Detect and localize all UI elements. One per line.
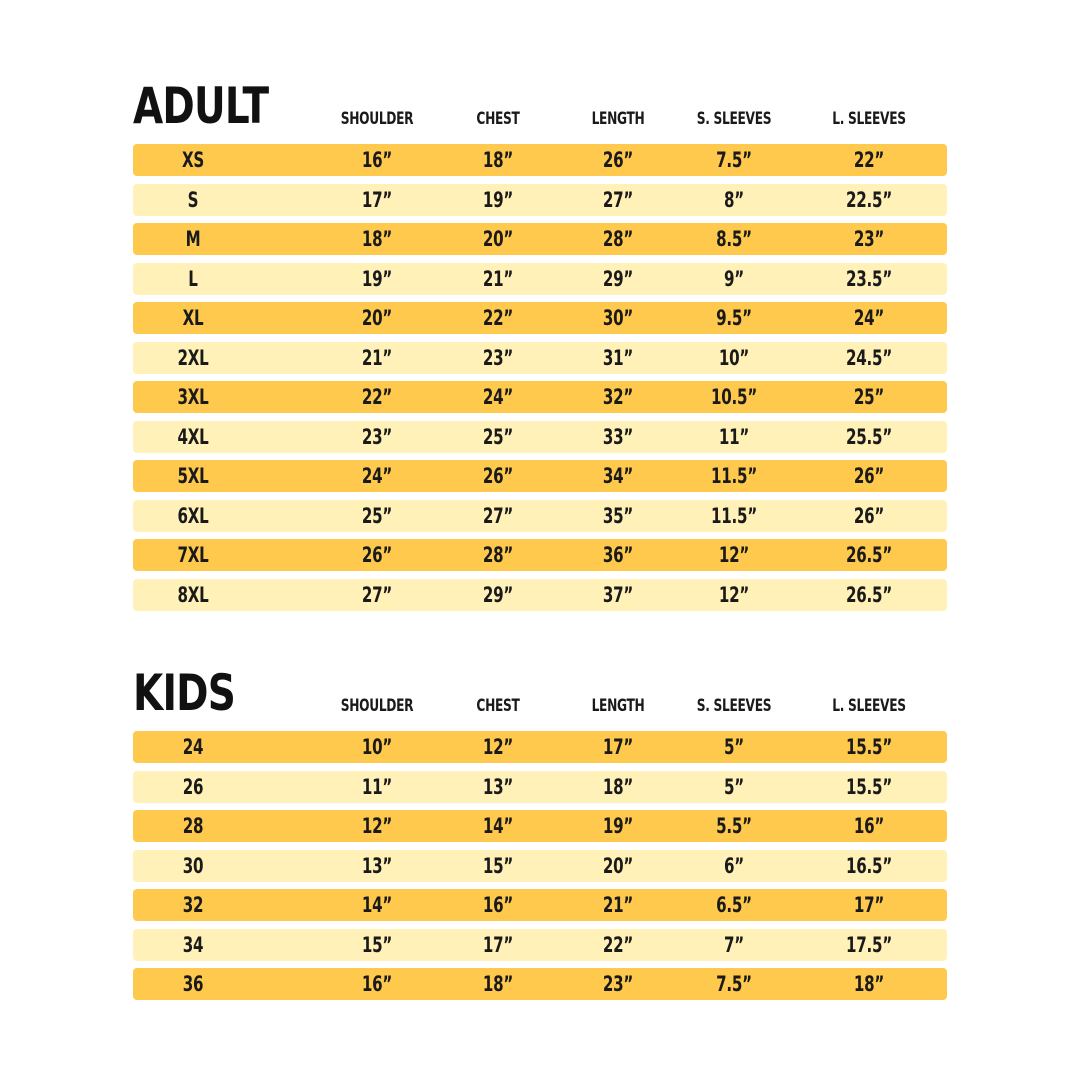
short-sleeves-cell: 5” [724,735,744,759]
adult-size-table [133,78,947,618]
chest-cell: 13” [482,774,514,799]
length-cell: 34” [602,464,634,488]
length-cell: 18” [602,774,634,799]
long-sleeves-cell: 15.5” [845,735,893,759]
shoulder-cell: 25” [361,503,393,528]
size-cell: 2XL [177,345,209,370]
kids-size-table [133,665,947,1008]
long-sleeves-cell: 16” [853,814,885,838]
chest-cell: 26” [482,464,514,488]
chest-cell: 29” [482,582,514,607]
long-sleeves-cell: 23” [853,227,885,251]
table-row [133,460,947,492]
column-header-long-sleeves: L. SLEEVES [832,696,906,716]
size-cell: 36 [182,972,204,996]
shoulder-cell: 27” [361,582,393,607]
kids-rows [133,731,947,1000]
long-sleeves-cell: 26” [853,464,885,488]
kids-section-title: KIDS [133,664,236,722]
table-row [133,579,947,611]
chest-cell: 21” [482,266,514,291]
length-cell: 37” [602,582,634,607]
chest-cell: 20” [482,227,514,251]
chest-cell: 28” [482,543,514,567]
short-sleeves-cell: 7.5” [716,972,752,996]
column-header-shoulder: SHOULDER [340,696,414,716]
long-sleeves-cell: 26.5” [845,543,893,567]
chest-cell: 17” [482,932,514,957]
size-cell: 8XL [177,582,209,607]
long-sleeves-cell: 23.5” [845,266,893,291]
length-cell: 35” [602,503,634,528]
short-sleeves-cell: 11” [718,424,750,449]
length-cell: 27” [602,187,634,212]
shoulder-cell: 26” [361,543,393,567]
table-row [133,771,947,803]
short-sleeves-cell: 12” [718,543,750,567]
table-row [133,421,947,453]
short-sleeves-cell: 11.5” [710,503,758,528]
long-sleeves-cell: 17.5” [845,932,893,957]
short-sleeves-cell: 8.5” [716,227,752,251]
size-cell: 4XL [177,424,209,449]
long-sleeves-cell: 22.5” [845,187,893,212]
shoulder-cell: 14” [361,893,393,917]
shoulder-cell: 22” [361,385,393,409]
size-cell: 34 [182,932,204,957]
chest-cell: 15” [482,853,514,878]
shoulder-cell: 19” [361,266,393,291]
size-cell: 24 [182,735,204,759]
chest-cell: 25” [482,424,514,449]
size-cell: 3XL [177,385,209,409]
table-row [133,968,947,1000]
table-row [133,381,947,413]
chest-cell: 18” [482,972,514,996]
size-cell: XL [182,306,204,330]
length-cell: 36” [602,543,634,567]
short-sleeves-cell: 5.5” [716,814,752,838]
short-sleeves-cell: 12” [718,582,750,607]
size-cell: 32 [182,893,204,917]
short-sleeves-cell: 6” [724,853,744,878]
chest-cell: 23” [482,345,514,370]
table-row [133,810,947,842]
column-header-short-sleeves: S. SLEEVES [696,109,772,129]
shoulder-cell: 17” [361,187,393,212]
size-cell: S [187,187,199,212]
size-cell: 7XL [177,543,209,567]
long-sleeves-cell: 26.5” [845,582,893,607]
size-cell: L [188,266,198,291]
size-cell: 30 [182,853,204,878]
size-cell: 6XL [177,503,209,528]
length-cell: 26” [602,148,634,172]
shoulder-cell: 24” [361,464,393,488]
length-cell: 29” [602,266,634,291]
shoulder-cell: 18” [361,227,393,251]
short-sleeves-cell: 7” [724,932,744,957]
short-sleeves-cell: 9” [724,266,744,291]
table-row [133,184,947,216]
table-row [133,850,947,882]
chest-cell: 24” [482,385,514,409]
long-sleeves-cell: 18” [853,972,885,996]
table-row [133,144,947,176]
size-cell: XS [181,148,205,172]
long-sleeves-cell: 16.5” [845,853,893,878]
long-sleeves-cell: 24” [853,306,885,330]
length-cell: 20” [602,853,634,878]
short-sleeves-cell: 9.5” [716,306,752,330]
table-row [133,342,947,374]
column-header-chest: CHEST [476,109,520,129]
shoulder-cell: 20” [361,306,393,330]
table-row [133,929,947,961]
long-sleeves-cell: 25” [853,385,885,409]
shoulder-cell: 23” [361,424,393,449]
table-row [133,500,947,532]
chest-cell: 12” [482,735,514,759]
short-sleeves-cell: 7.5” [716,148,752,172]
length-cell: 21” [602,893,634,917]
column-header-long-sleeves: L. SLEEVES [832,109,906,129]
column-header-length: LENGTH [591,109,645,129]
long-sleeves-cell: 26” [853,503,885,528]
table-row [133,263,947,295]
adult-table-header [133,78,947,144]
shoulder-cell: 10” [361,735,393,759]
column-header-shoulder: SHOULDER [340,109,414,129]
length-cell: 33” [602,424,634,449]
shoulder-cell: 13” [361,853,393,878]
size-cell: 28 [182,814,204,838]
size-cell: M [185,227,201,251]
long-sleeves-cell: 24.5” [845,345,893,370]
shoulder-cell: 16” [361,972,393,996]
shoulder-cell: 21” [361,345,393,370]
adult-section-title: ADULT [133,77,269,135]
chest-cell: 16” [482,893,514,917]
length-cell: 31” [602,345,634,370]
column-header-chest: CHEST [476,696,520,716]
length-cell: 30” [602,306,634,330]
chest-cell: 14” [482,814,514,838]
table-row [133,539,947,571]
short-sleeves-cell: 6.5” [716,893,752,917]
chest-cell: 19” [482,187,514,212]
length-cell: 32” [602,385,634,409]
length-cell: 23” [602,972,634,996]
adult-rows [133,144,947,611]
short-sleeves-cell: 5” [724,774,744,799]
shoulder-cell: 11” [361,774,393,799]
short-sleeves-cell: 11.5” [710,464,758,488]
chest-cell: 22” [482,306,514,330]
length-cell: 22” [602,932,634,957]
column-header-short-sleeves: S. SLEEVES [696,696,772,716]
shoulder-cell: 15” [361,932,393,957]
kids-table-header [133,665,947,731]
short-sleeves-cell: 8” [724,187,744,212]
table-row [133,731,947,763]
long-sleeves-cell: 15.5” [845,774,893,799]
size-cell: 26 [182,774,204,799]
chest-cell: 27” [482,503,514,528]
column-header-length: LENGTH [591,696,645,716]
chest-cell: 18” [482,148,514,172]
table-row [133,889,947,921]
long-sleeves-cell: 17” [853,893,885,917]
long-sleeves-cell: 22” [853,148,885,172]
long-sleeves-cell: 25.5” [845,424,893,449]
length-cell: 19” [602,814,634,838]
short-sleeves-cell: 10.5” [710,385,758,409]
table-row [133,223,947,255]
shoulder-cell: 16” [361,148,393,172]
length-cell: 17” [602,735,634,759]
length-cell: 28” [602,227,634,251]
size-cell: 5XL [177,464,209,488]
short-sleeves-cell: 10” [718,345,750,370]
table-row [133,302,947,334]
shoulder-cell: 12” [361,814,393,838]
